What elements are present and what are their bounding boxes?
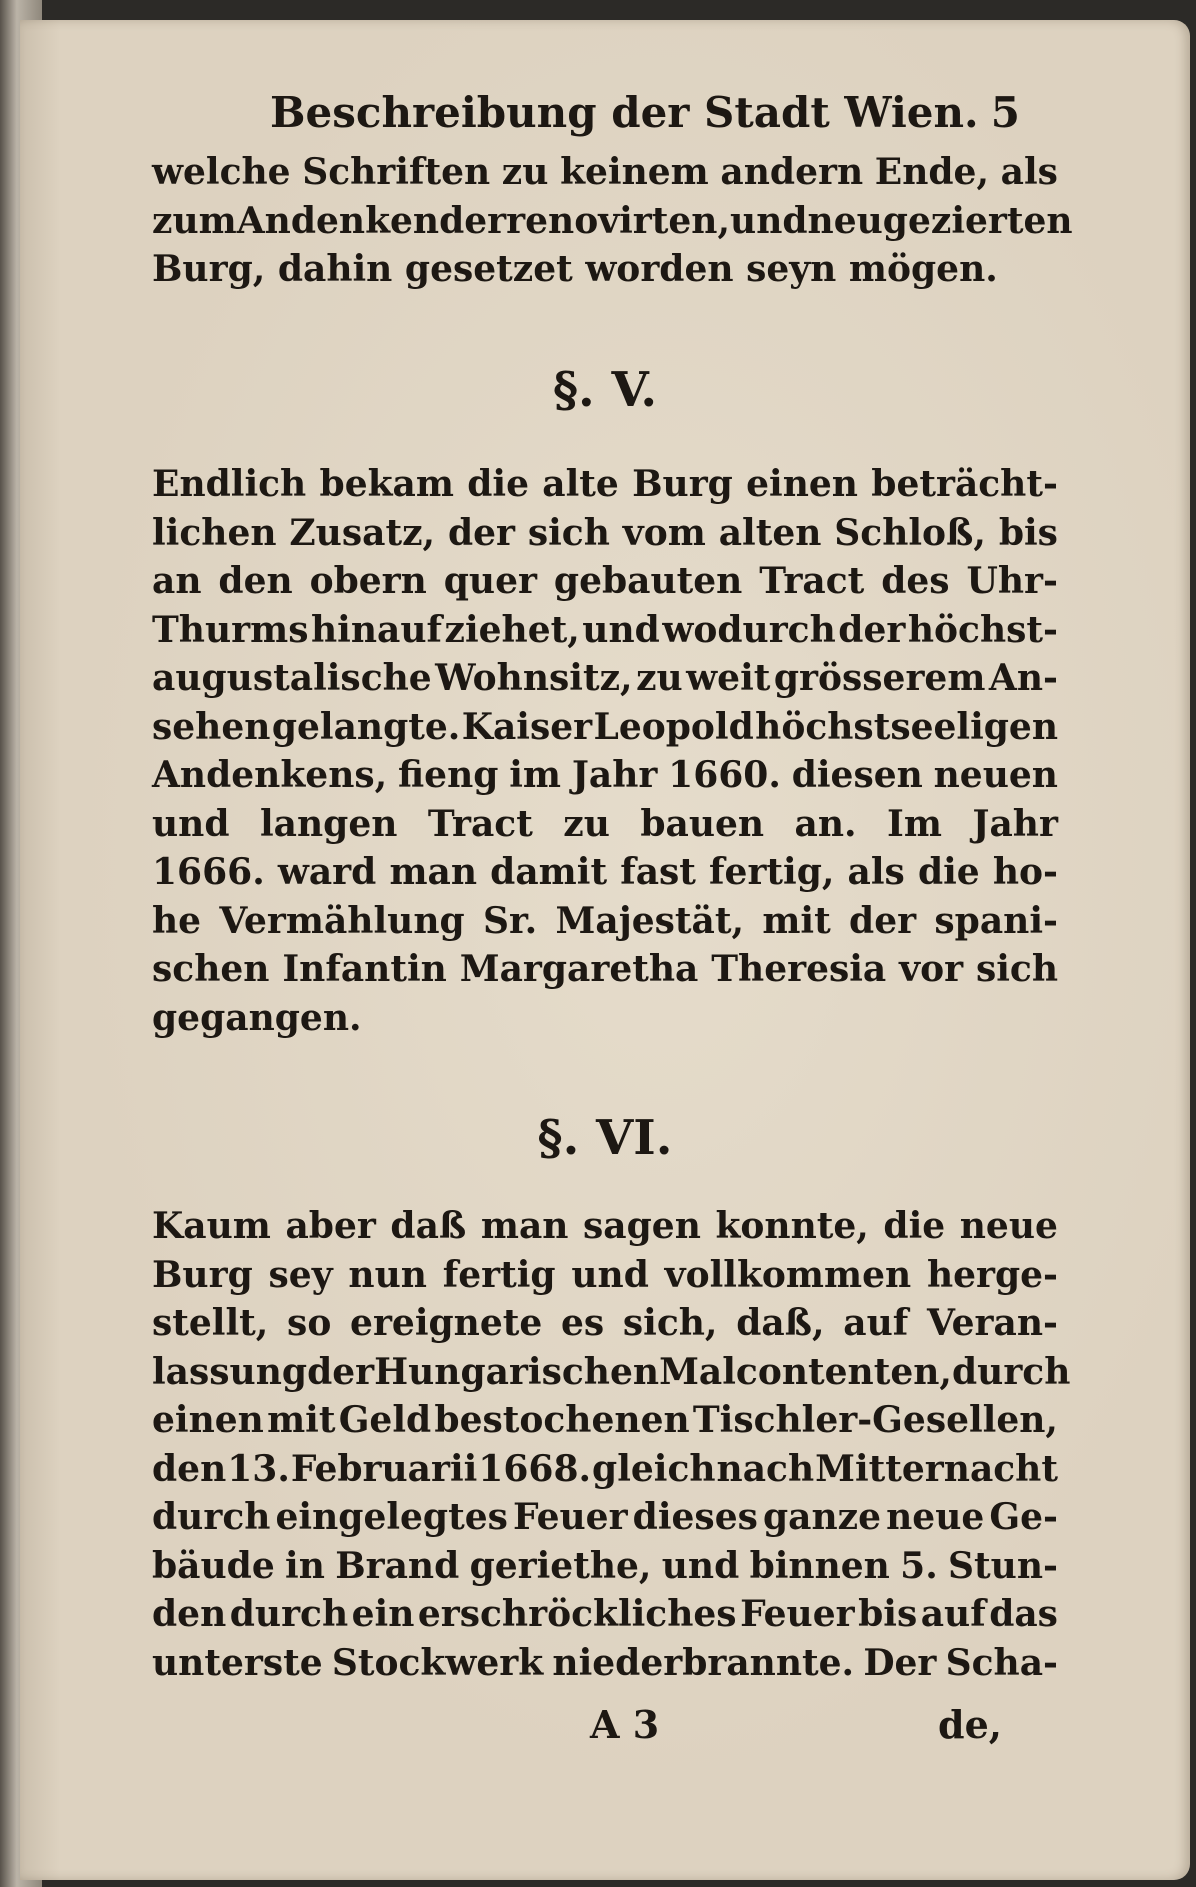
word: und [152,802,230,845]
signature-mark: A 3 [590,1702,660,1747]
word: obern [309,560,427,602]
word: Februarii [290,1447,478,1490]
word: keinem [560,151,709,193]
word: unterste [152,1641,323,1684]
word: bis [998,511,1058,554]
word: erschröckliches [417,1593,737,1635]
word: fertig [442,1253,556,1296]
text-line [152,1396,1058,1445]
word: gelangte. [271,705,461,748]
word: konnte, [715,1205,869,1247]
word: niederbrannte. [552,1641,855,1684]
word: he [152,899,202,942]
word: gegangen. [152,996,362,1039]
word: schen [152,948,270,990]
word: vom [622,511,706,554]
word: geriethe, [469,1544,652,1587]
text-line [152,148,1058,197]
word: höchstseeligen [755,705,1058,748]
catchword: de, [938,1702,1002,1747]
word: dieses [632,1496,758,1538]
word: renovirten, [506,199,731,242]
word: fertig, [709,851,835,893]
word: gesetzet [404,248,573,290]
word: vollkommen [664,1253,912,1296]
word: 1668. [478,1447,592,1490]
word: im [509,754,562,796]
text-line [152,460,1058,509]
word: sagen [583,1205,701,1247]
text-line [152,1348,1071,1397]
word: An- [988,657,1058,699]
word: ereignete [350,1302,543,1344]
word: die [917,851,980,893]
word: lassung [152,1350,308,1393]
text-line [152,197,1073,246]
word: man [389,851,478,893]
word: wodurch [662,608,836,651]
word: neue [886,1496,985,1538]
word: grösserem [773,657,986,699]
text-line [152,1639,1058,1688]
text-line [152,1590,1058,1639]
word: den [152,1447,227,1490]
text-line [152,848,1058,897]
word: herge- [926,1253,1058,1296]
word: und [582,608,660,651]
word: daß [390,1205,467,1247]
text-line [152,751,1058,800]
word: Jahr [571,754,658,796]
page-footer [590,1702,1002,1752]
word: Schriften [302,151,491,193]
word: Scha- [945,1641,1058,1684]
word: neue [959,1205,1058,1247]
word: so [287,1302,332,1344]
word: Kaum [152,1205,271,1247]
word: die [467,463,529,505]
word: aber [285,1205,376,1247]
word: Ende, [874,151,989,193]
word: ein [351,1593,415,1635]
word: weit [686,657,771,699]
word: Geld [338,1399,432,1441]
word: augustalische [152,657,432,699]
word: bauen [640,802,765,845]
word: zum [152,199,237,242]
word: der [439,199,507,242]
word: Margaretha [459,948,699,990]
word: stellt, [152,1302,269,1344]
word: Stun- [948,1544,1058,1587]
word: alte [542,463,619,505]
word: bekam [319,463,454,505]
text-line [152,800,1058,849]
word: 1666. [152,851,265,893]
word: sich, [622,1302,718,1344]
word: den [218,560,293,602]
word: daß, [736,1302,825,1344]
word: sey [268,1253,333,1296]
word: Brand [335,1544,460,1587]
word: Malcontenten, [659,1350,952,1393]
text-line [152,509,1058,558]
word: mit [762,899,831,942]
page-number: 5 [990,88,1020,137]
word: Tract [427,802,533,845]
word: mit [267,1399,336,1441]
word: quer [443,560,537,602]
word: fieng [398,754,499,796]
text-line [152,1493,1058,1542]
section-v-paragraph [152,460,1058,1042]
text-line [152,606,1058,655]
word: gebauten [553,560,743,602]
word: fast [620,851,696,893]
word: lichen [152,511,277,554]
word: in [285,1544,325,1587]
word: neuen [933,754,1058,796]
word: Burg [632,463,733,505]
word: dahin [277,248,393,290]
word: vor [899,948,964,990]
word: andern [720,151,864,193]
word: 13. [227,1447,290,1490]
word: 5. [900,1544,938,1587]
text-line [152,557,1058,606]
text-line [152,654,1058,703]
word: Wohnsitz, [435,657,633,699]
word: bis [858,1593,918,1635]
text-line [152,994,1058,1043]
word: Ge- [989,1496,1058,1538]
word: Burg, [152,248,266,290]
word: alten [718,511,822,554]
word: durch [951,1350,1071,1393]
word: seyn [746,248,837,290]
word: Jahr [972,802,1058,845]
word: und [571,1253,649,1296]
word: diesen [791,754,923,796]
word: Hungarischen [374,1350,660,1393]
word: der [447,511,515,554]
word: Infantin [282,948,447,990]
word: Thurms [152,608,309,651]
word: Theresia [711,948,887,990]
word: nun [348,1253,427,1296]
word: binnen [749,1544,890,1587]
word: die [883,1205,946,1247]
text-line [152,1445,1058,1494]
word: sehen [152,705,271,748]
word: Zusatz, [289,511,436,554]
word: sich [527,511,610,554]
word: als [847,851,905,893]
word: Leopold [593,705,754,748]
text-line [152,1251,1058,1300]
word: Sr. [483,899,538,942]
word: auf [920,1593,986,1635]
word: Uhr- [966,560,1058,602]
word: Tract [759,560,865,602]
word: Kaiser [461,705,593,748]
word: beträcht- [871,463,1058,505]
page-header [270,88,1020,138]
text-line [152,897,1058,946]
word: es [561,1302,605,1344]
word: ward [277,851,377,893]
word: das [989,1593,1058,1635]
word: an. [794,802,857,845]
word: durch [229,1593,349,1635]
word: zu [636,657,683,699]
word: langen [259,802,398,845]
word: der [849,899,917,942]
word: an [152,560,202,602]
word: der [307,1350,375,1393]
word: eingelegtes [275,1496,508,1538]
word: auf [843,1302,909,1344]
word: durch [152,1496,271,1538]
word: nach [716,1447,815,1490]
word: bestochenen [434,1399,690,1441]
word: bäude [152,1544,275,1587]
word: Schloß, [834,511,986,554]
word: sich [975,948,1058,990]
word: des [881,560,950,602]
word: und [730,199,808,242]
word: 1660. [668,754,781,796]
word: zu [563,802,610,845]
word: ho- [992,851,1058,893]
word: den [152,1593,227,1635]
word: als [1000,151,1058,193]
text-line [152,245,1058,294]
word: welche [152,151,291,193]
text-line [152,1542,1058,1591]
word: Tischler-Gesellen, [692,1399,1058,1441]
word: Veran- [927,1302,1058,1344]
word: höchst- [907,608,1058,651]
word: Endlich [152,463,307,505]
word: Burg [152,1253,253,1296]
word: Andenken [236,199,440,242]
word: damit [490,851,608,893]
text-line [152,1299,1058,1348]
word: hinauf [310,608,442,651]
word: einen [152,1399,264,1441]
word: Andenkens, [152,754,388,796]
word: einen [746,463,858,505]
word: worden [585,248,734,290]
section-heading-v: §. V. [552,362,658,418]
word: ziehet, [444,608,580,651]
text-line [152,1202,1058,1251]
word: Im [887,802,942,845]
text-line [152,703,1058,752]
word: spani- [934,899,1058,942]
word: Majestät, [555,899,745,942]
word: der [838,608,906,651]
word: Vermählung [219,899,465,942]
word: und [661,1544,740,1587]
word: zu [501,151,549,193]
text-line [152,945,1058,994]
section-vi-paragraph [152,1202,1071,1687]
word: Mitternacht [815,1447,1058,1490]
word: Stockwerk [331,1641,544,1684]
section-heading-vi: §. VI. [537,1110,673,1166]
intro-paragraph [152,148,1073,294]
word: Der [863,1641,937,1684]
word: Feuer [513,1496,628,1538]
word: ganze [762,1496,882,1538]
running-title: Beschreibung der Stadt Wien. [270,88,979,137]
word: mögen. [848,248,998,290]
word: neugezierten [807,199,1073,242]
word: gleich [592,1447,716,1490]
word: man [480,1205,569,1247]
word: Feuer [740,1593,855,1635]
